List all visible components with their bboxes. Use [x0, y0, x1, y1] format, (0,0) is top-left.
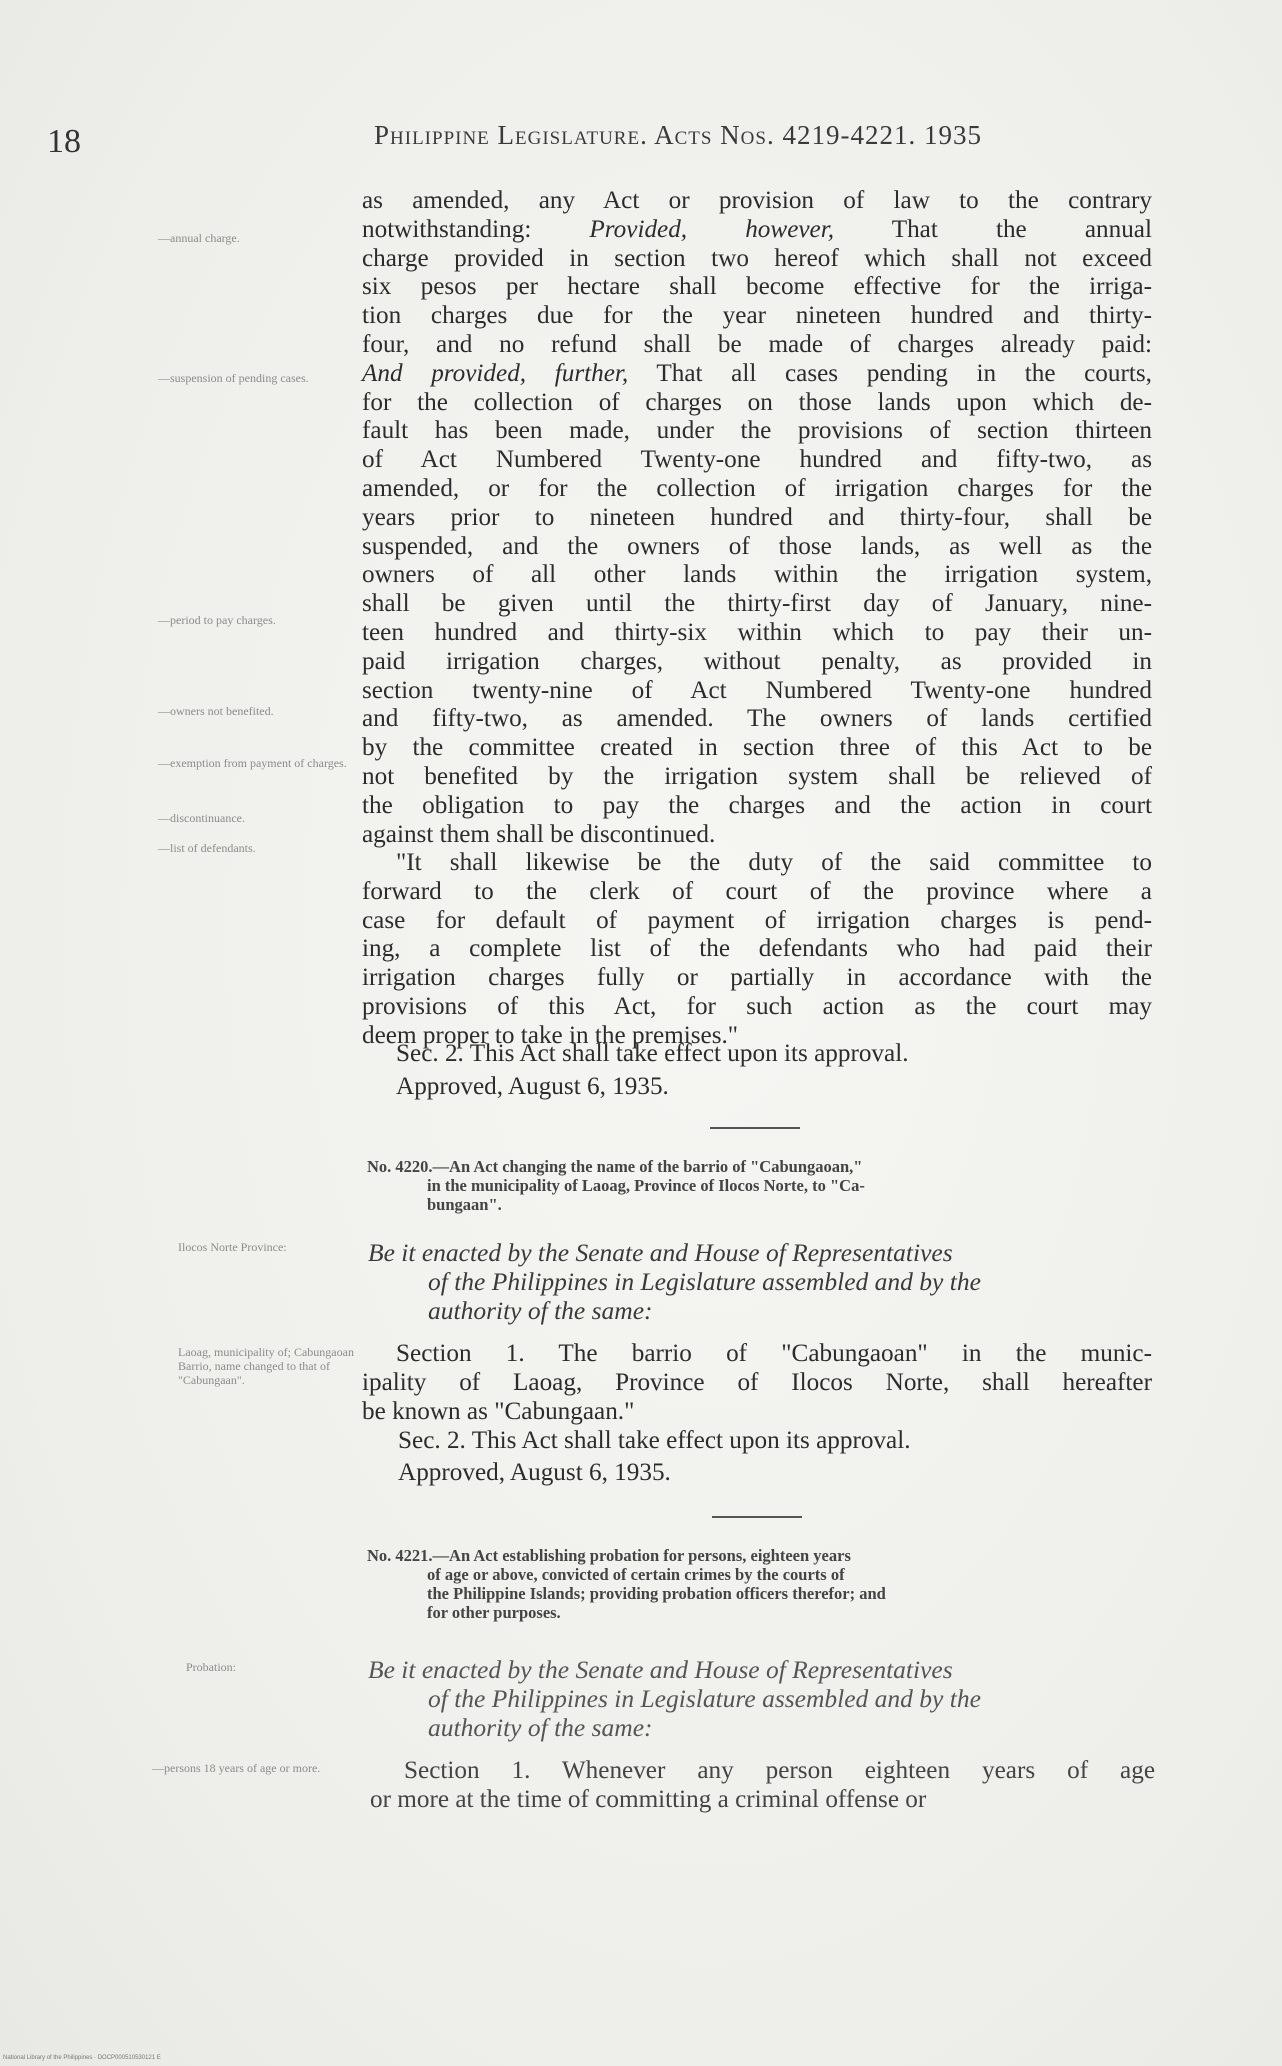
text-line: Section 1. Whenever any person eighteen years of age [404, 1757, 1155, 1784]
text-line: section twenty-nine of Act Numbered Twenty-one hundred [362, 676, 1152, 704]
text-line: against them shall be discontinued. [362, 820, 716, 848]
text-line: ipality of Laoag, Province of Ilocos Norte, shall hereafter [362, 1368, 1152, 1396]
page-number: 18 [47, 123, 81, 160]
running-head: Philippine Legislature. Acts Nos. 4219-4221. 1935 [374, 120, 982, 150]
act-4221-enacting-clause [368, 1655, 1158, 1742]
act-4220-approved [362, 1459, 1152, 1488]
act-4219-section-2 [362, 1040, 1152, 1069]
text-line: suspended, and the owners of those lands, as well as the [362, 532, 1152, 560]
margin-note-laoag: Laoag, municipality of; Cabungaoan Barrio, name changed to that of "Cabungaan". [178, 1345, 354, 1387]
text-line: paid irrigation charges, without penalty, as provided in [362, 647, 1152, 675]
enact-line-1: Be it enacted by the Senate and House of Representatives [368, 1655, 953, 1684]
approved-date: Approved, August 6, 1935. [398, 1459, 671, 1486]
margin-note-annual-charge: —annual charge. [158, 231, 240, 245]
margin-note-suspension: —suspension of pending cases. [158, 371, 309, 385]
text-line: shall be given until the thirty-first day of January, nine- [362, 590, 1152, 618]
section-divider [710, 1127, 800, 1129]
act-4219-body [362, 187, 1152, 849]
enact-line-2: of the Philippines in Legislature assembled and by the [428, 1267, 981, 1296]
scan-footer: National Library of the Philippines · DOCP000510530121 E [3, 2055, 161, 2061]
enact-line-1: Be it enacted by the Senate and House of Representatives [368, 1238, 953, 1267]
act-4221-section-1 [370, 1757, 1155, 1815]
act-4221-heading-line-3: the Philippine Islands; providing probation officers therefor; and [427, 1584, 886, 1603]
text-line: years prior to nineteen hundred and thirty-four, shall be [362, 503, 1152, 531]
margin-note-probation: Probation: [186, 1660, 236, 1674]
text-line: deem proper to take in the premises." [362, 1021, 739, 1049]
text-line: charge provided in section two hereof which shall not exceed [362, 244, 1152, 272]
act-4219-paragraph-2 [362, 849, 1152, 1051]
text-line: case for default of payment of irrigation charges is pend- [362, 906, 1152, 934]
text-line: forward to the clerk of court of the province where a [362, 877, 1152, 905]
text-line: amended, or for the collection of irrigation charges for the [362, 474, 1152, 502]
text-line: "It shall likewise be the duty of the said committee to [396, 849, 1152, 876]
text-line: not benefited by the irrigation system shall be relieved of [362, 762, 1152, 790]
act-4221-heading-line-1: No. 4221.—An Act establishing probation for persons, eighteen years [367, 1546, 851, 1565]
text-line: And provided, further, That all cases pending in the courts, [362, 359, 1152, 387]
act-4220-section-1 [362, 1340, 1152, 1426]
text-line: ing, a complete list of the defendants who had paid their [362, 935, 1152, 963]
margin-note-persons: —persons 18 years of age or more. [152, 1761, 321, 1775]
text-line: tion charges due for the year nineteen hundred and thirty- [362, 302, 1152, 330]
section-2-text: Sec. 2. This Act shall take effect upon its approval. [396, 1040, 909, 1067]
text-line: teen hundred and thirty-six within which to pay their un- [362, 618, 1152, 646]
enact-line-2: of the Philippines in Legislature assembled and by the [428, 1684, 981, 1713]
text-line: by the committee created in section three of this Act to be [362, 734, 1152, 762]
text-line: irrigation charges fully or partially in accordance with the [362, 964, 1152, 992]
margin-note-owners: —owners not benefited. [158, 704, 274, 718]
enact-line-3: authority of the same: [428, 1296, 653, 1325]
text-line: be known as "Cabungaan." [362, 1397, 635, 1425]
act-4220-heading-line-2: in the municipality of Laoag, Province of Ilocos Norte, to "Ca- [427, 1176, 865, 1195]
text-line: the obligation to pay the charges and the action in court [362, 791, 1152, 819]
act-4219-approved [362, 1073, 1152, 1102]
section-divider [712, 1516, 802, 1518]
act-4220-section-2 [362, 1427, 1152, 1456]
section-2-text: Sec. 2. This Act shall take effect upon its approval. [398, 1427, 911, 1454]
act-4220-heading-line-3: bungaan". [427, 1195, 502, 1214]
text-line: Section 1. The barrio of "Cabungaoan" in the munic- [396, 1340, 1152, 1367]
text-line: six pesos per hectare shall become effective for the irriga- [362, 273, 1152, 301]
text-line: for the collection of charges on those lands upon which de- [362, 388, 1152, 416]
text-line: and fifty-two, as amended. The owners of lands certified [362, 705, 1152, 733]
text-line: as amended, any Act or provision of law to the contrary [362, 187, 1152, 214]
act-4220-enacting-clause [368, 1238, 1158, 1325]
margin-note-period: —period to pay charges. [158, 613, 276, 627]
act-4221-heading-line-2: of age or above, convicted of certain crimes by the courts of [427, 1565, 845, 1584]
text-line: of Act Numbered Twenty-one hundred and fifty-two, as [362, 446, 1152, 474]
margin-note-ilocos: Ilocos Norte Province: [178, 1240, 287, 1254]
margin-note-list: —list of defendants. [158, 841, 256, 855]
act-4220-heading-line-1: No. 4220.—An Act changing the name of the barrio of "Cabungaoan," [367, 1157, 863, 1176]
text-line: owners of all other lands within the irrigation system, [362, 561, 1152, 589]
text-line: fault has been made, under the provisions of section thirteen [362, 417, 1152, 445]
enact-line-3: authority of the same: [428, 1713, 653, 1742]
act-4221-heading-line-4: for other purposes. [427, 1603, 561, 1622]
text-line: provisions of this Act, for such action as the court may [362, 992, 1152, 1020]
text-line: four, and no refund shall be made of charges already paid: [362, 330, 1152, 358]
text-line: notwithstanding: Provided, however, That the annual [362, 215, 1152, 243]
text-line: or more at the time of committing a criminal offense or [370, 1785, 927, 1813]
approved-date: Approved, August 6, 1935. [396, 1073, 669, 1100]
margin-note-exemption: —exemption from payment of charges. [158, 756, 347, 770]
act-4221-heading [367, 1546, 1157, 1622]
act-4220-heading [367, 1157, 1157, 1214]
margin-note-discontinuance: —discontinuance. [158, 811, 245, 825]
